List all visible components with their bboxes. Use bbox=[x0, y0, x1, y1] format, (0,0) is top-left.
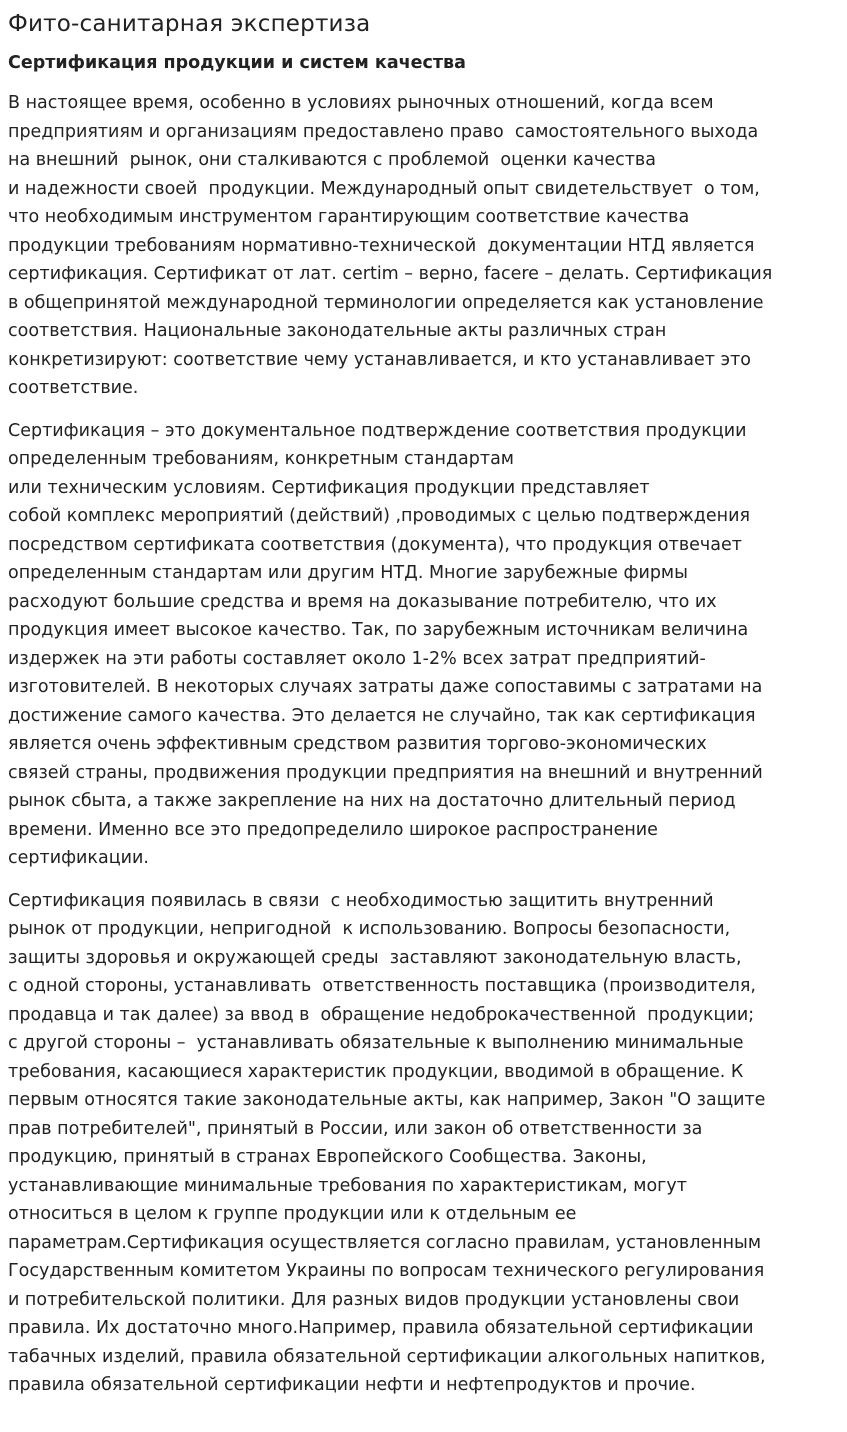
page-subtitle: Сертификация продукции и систем качества bbox=[8, 53, 466, 73]
paragraph-history: Сертификация появилась в связи с необходимостью защитить внутренний рынок от продукции, непригодной к использованию. Вопросы безопасности, защиты здоровья и окружающей среды заставляют законодательную власть, с одной стороны, устанавливать ответственность поставщика (производителя, продавца и так далее) за ввод в обращение недоброкачественной продукции; с другой стороны – устанавливать обязательные к выполнению минимальные требования, касающиеся характеристик продукции, вводимой в обращение. К первым относятся такие законодательные акты, как например, Закон "О защите прав потребителей", принятый в России, или закон об ответственности за продукцию, принятый в странах Европейского Сообщества. Законы, устанавливающие минимальные требования по характеристикам, могут относиться в целом к группе продукции или к отдельным ее параметрам.Сертификация осуществляется согласно правилам, установленным Государственным комитетом Украины по вопросам технического регулирования и потребительской политики. Для разных видов продукции установлены свои правила. Их достаточно много.Например, правила обязательной сертификации табачных изделий, правила обязательной сертификации алкогольных напитков, правила обязательной сертификации нефти и нефтепродуктов и прочие. bbox=[8, 890, 766, 1395]
page-title: Фито-санитарная экспертиза bbox=[8, 11, 371, 37]
paragraph-intro: В настоящее время, особенно в условиях рыночных отношений, когда всем предприятиям и организациям предоставлено право самостоятельного выхода на внешний рынок, они сталкиваются с проблемой оценки качества и надежности своей продукции. Международный опыт свидетельствует о том, что необходимым инструментом гарантирующим соответствие качества продукции требованиям нормативно-технической документации НТД является сертификация. Сертификат от лат. certim – верно, facere – делать. Сертификация в общепринятой международной терминологии определяется как установление соответствия. Национальные законодательные акты различных стран конкретизируют: соответствие чему устанавливается, и кто устанавливает это соответствие. bbox=[8, 93, 773, 398]
paragraph-definition: Сертификация – это документальное подтверждение соответствия продукции определенным требованиям, конкретным стандартам или техническим условиям. Сертификация продукции представляет собой комплекс мероприятий (действий) ,проводимых с целью подтверждения посредством сертификата соответствия (документа), что продукция отвечает определенным стандартам или другим НТД. Многие зарубежные фирмы расходуют большие средства и время на доказывание потребителю, что их продукция имеет высокое качество. Так, по зарубежным источникам величина издержек на эти работы составляет около 1-2% всех затрат предприятий- изготовителей. В некоторых случаях затраты даже сопоставимы с затратами на достижение самого качества. Это делается не случайно, так как сертификация является очень эффективным средством развития торгово-экономических связей страны, продвижения продукции предприятия на внешний и внутренний рынок сбыта, а также закрепление на них на достаточно длительный период времени. Именно все это предопределило широкое распространение сертификации. bbox=[8, 420, 763, 868]
